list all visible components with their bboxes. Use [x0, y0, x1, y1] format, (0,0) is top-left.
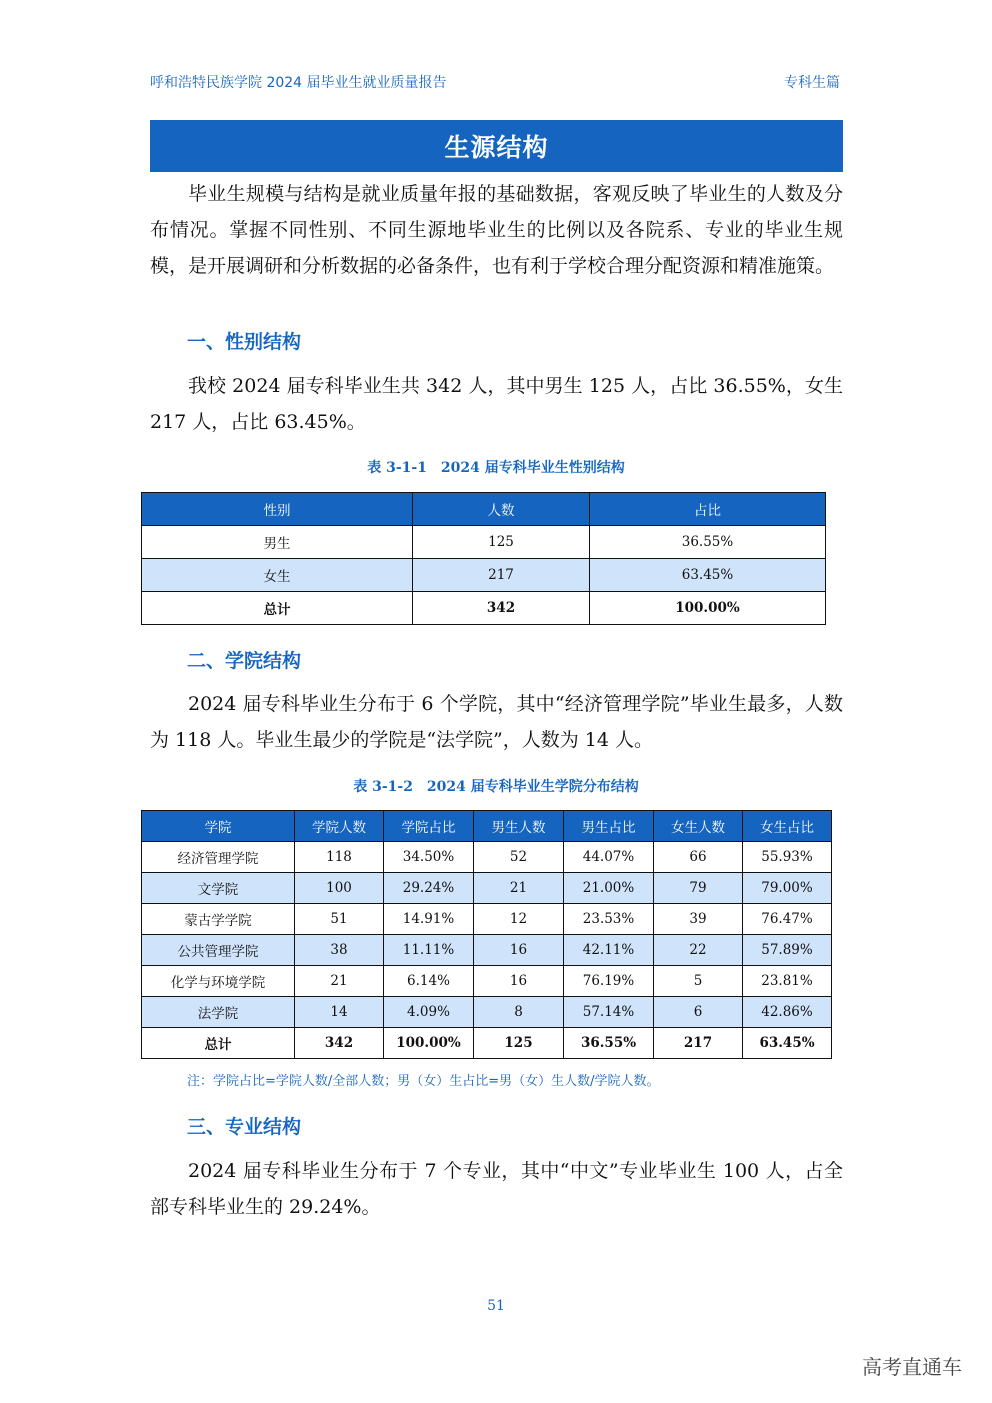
table-row — [142, 873, 832, 904]
table-cell: 总计 — [142, 592, 413, 625]
table-cell: 4.09% — [384, 997, 474, 1028]
header-report-title: 呼和浩特民族学院 2024 届毕业生就业质量报告 — [150, 75, 447, 91]
table-row — [142, 966, 832, 997]
gender-paragraph: 我校 2024 届专科毕业生共 342 人，其中男生 125 人，占比 36.55%，女生 217 人，占比 63.45%。 — [150, 375, 843, 433]
table-cell: 118 — [295, 842, 384, 873]
column-header: 女生占比 — [743, 811, 832, 842]
table-cell: 6 — [654, 997, 743, 1028]
table-row — [142, 526, 826, 559]
college-paragraph: 2024 届专科毕业生分布于 6 个学院，其中“经济管理学院”毕业生最多，人数为 118 人。毕业生最少的学院是“法学院”，人数为 14 人。 — [150, 693, 843, 751]
table-cell: 125 — [413, 526, 590, 559]
table-cell: 55.93% — [743, 842, 832, 873]
table-caption-college: 表 3-1-2 2024 届专科毕业生学院分布结构 — [353, 779, 639, 795]
table-total-row — [142, 592, 826, 625]
column-header: 女生人数 — [654, 811, 743, 842]
section-heading-gender: 一、性别结构 — [187, 331, 302, 353]
table-cell: 36.55% — [590, 526, 826, 559]
table-cell: 38 — [295, 935, 384, 966]
table-cell: 44.07% — [564, 842, 654, 873]
table-cell: 蒙古学学院 — [142, 904, 295, 935]
table-cell: 22 — [654, 935, 743, 966]
table-cell: 100 — [295, 873, 384, 904]
table-cell: 14.91% — [384, 904, 474, 935]
header-section-name: 专科生篇 — [784, 75, 840, 91]
table-cell: 23.81% — [743, 966, 832, 997]
college-table — [141, 810, 832, 1059]
table-cell: 16 — [474, 966, 564, 997]
table-cell: 79 — [654, 873, 743, 904]
major-paragraph: 2024 届专科毕业生分布于 7 个专业，其中“中文”专业毕业生 100 人，占全部专科毕业生的 29.24%。 — [150, 1160, 843, 1218]
table-note: 注：学院占比=学院人数/全部人数；男（女）生占比=男（女）生人数/学院人数。 — [187, 1074, 660, 1089]
table-cell: 42.11% — [564, 935, 654, 966]
table-cell: 63.45% — [590, 559, 826, 592]
column-header: 占比 — [590, 493, 826, 526]
table-cell: 79.00% — [743, 873, 832, 904]
table-cell: 51 — [295, 904, 384, 935]
table-cell: 16 — [474, 935, 564, 966]
table-cell: 342 — [413, 592, 590, 625]
table-cell: 39 — [654, 904, 743, 935]
table-header-row — [142, 811, 832, 842]
table-cell: 14 — [295, 997, 384, 1028]
table-header-row — [142, 493, 826, 526]
table-cell: 42.86% — [743, 997, 832, 1028]
table-cell: 男生 — [142, 526, 413, 559]
table-total-row — [142, 1028, 832, 1059]
table-cell: 66 — [654, 842, 743, 873]
table-cell: 100.00% — [590, 592, 826, 625]
column-header: 性别 — [142, 493, 413, 526]
table-cell: 125 — [474, 1028, 564, 1059]
table-row — [142, 904, 832, 935]
table-row — [142, 997, 832, 1028]
table-cell: 总计 — [142, 1028, 295, 1059]
column-header: 男生占比 — [564, 811, 654, 842]
table-cell: 76.47% — [743, 904, 832, 935]
table-cell: 52 — [474, 842, 564, 873]
table-cell: 342 — [295, 1028, 384, 1059]
table-cell: 经济管理学院 — [142, 842, 295, 873]
table-cell: 29.24% — [384, 873, 474, 904]
table-cell: 11.11% — [384, 935, 474, 966]
table-cell: 63.45% — [743, 1028, 832, 1059]
section-heading-college: 二、学院结构 — [187, 650, 302, 672]
table-cell: 100.00% — [384, 1028, 474, 1059]
table-row — [142, 935, 832, 966]
table-cell: 23.53% — [564, 904, 654, 935]
column-header: 学院人数 — [295, 811, 384, 842]
table-cell: 76.19% — [564, 966, 654, 997]
page-number: 51 — [487, 1298, 505, 1314]
watermark-text: 高考直通车 — [862, 1355, 962, 1379]
table-row — [142, 559, 826, 592]
intro-paragraph: 毕业生规模与结构是就业质量年报的基础数据，客观反映了毕业生的人数及分布情况。掌握不同性别、不同生源地毕业生的比例以及各院系、专业的毕业生规模，是开展调研和分析数据的必备条件，也有利于学校合理分配资源和精准施策。 — [150, 183, 843, 277]
table-cell: 6.14% — [384, 966, 474, 997]
section-heading-major: 三、专业结构 — [187, 1116, 302, 1138]
table-cell: 文学院 — [142, 873, 295, 904]
column-header: 学院占比 — [384, 811, 474, 842]
gender-table — [141, 492, 826, 625]
table-cell: 女生 — [142, 559, 413, 592]
table-cell: 法学院 — [142, 997, 295, 1028]
table-cell: 8 — [474, 997, 564, 1028]
table-cell: 化学与环境学院 — [142, 966, 295, 997]
page-title-banner: 生源结构 — [150, 120, 843, 172]
table-cell: 34.50% — [384, 842, 474, 873]
column-header: 人数 — [413, 493, 590, 526]
table-cell: 21 — [295, 966, 384, 997]
table-cell: 21.00% — [564, 873, 654, 904]
table-cell: 57.89% — [743, 935, 832, 966]
table-cell: 公共管理学院 — [142, 935, 295, 966]
table-cell: 12 — [474, 904, 564, 935]
column-header: 男生人数 — [474, 811, 564, 842]
table-cell: 36.55% — [564, 1028, 654, 1059]
table-cell: 57.14% — [564, 997, 654, 1028]
table-cell: 21 — [474, 873, 564, 904]
table-caption-gender: 表 3-1-1 2024 届专科毕业生性别结构 — [367, 460, 625, 476]
table-cell: 217 — [413, 559, 590, 592]
table-cell: 5 — [654, 966, 743, 997]
table-row — [142, 842, 832, 873]
column-header: 学院 — [142, 811, 295, 842]
table-cell: 217 — [654, 1028, 743, 1059]
